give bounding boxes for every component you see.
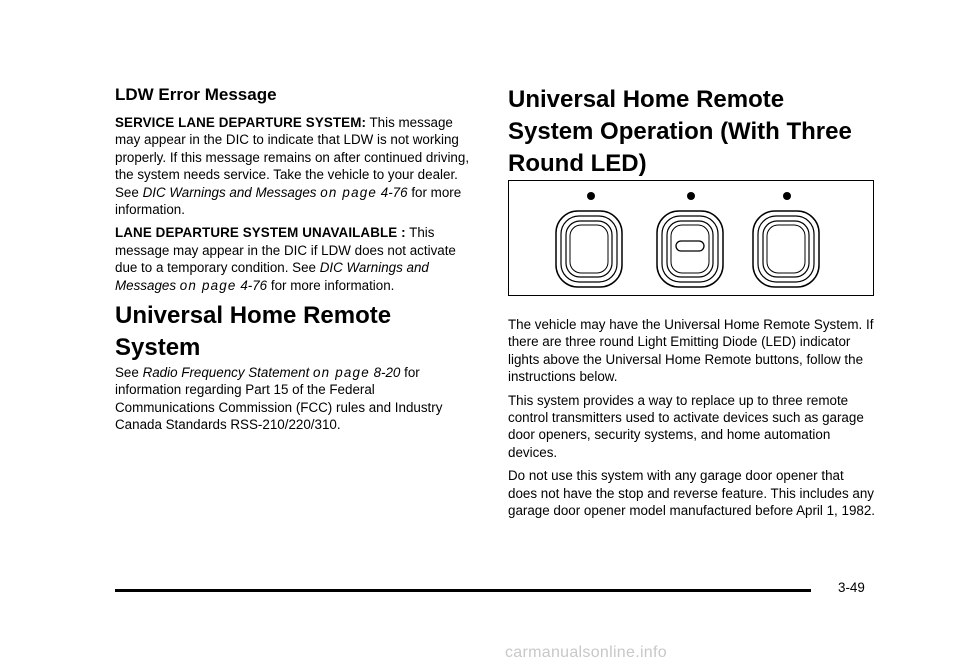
universal-remote-illustration: [509, 181, 875, 297]
led-indicator-1: [587, 192, 595, 200]
ldw-error-heading: LDW Error Message: [115, 85, 277, 104]
dic-warnings-on-page-2: on page: [179, 277, 237, 293]
dic-warnings-link[interactable]: DIC Warnings and Messages: [142, 184, 317, 200]
right-column: [508, 84, 876, 525]
lane-departure-unavailable-text: This message may appear in the DIC if LDW does not activate due to a temporary condition. See: [115, 225, 456, 276]
uhr-intro-paragraph: The vehicle may have the Universal Home Remote System. If there are three round Light Emitting Diode (LED) indicator lights above the Universal Home Remote buttons, follow the instructions below.: [508, 317, 874, 385]
page-number: 3-49: [838, 580, 865, 595]
radio-frequency-page[interactable]: 8-20: [373, 365, 401, 381]
lane-departure-unavailable-tail: for more information.: [270, 277, 395, 293]
service-lane-departure-tail: for more information.: [115, 184, 462, 218]
uhr-purpose-paragraph: This system provides a way to replace up to three remote control transmitters used to activate devices such as garage door openers, security systems, and home automation devices.: [508, 392, 864, 460]
lane-departure-unavailable-paragraph: [115, 224, 477, 294]
button-slot-icon: [676, 241, 704, 251]
lane-departure-unavailable-label: LANE DEPARTURE SYSTEM UNAVAILABLE :: [115, 225, 406, 241]
led-indicator-3: [783, 192, 791, 200]
universal-remote-figure: [508, 180, 874, 296]
universal-home-remote-heading: Universal Home Remote System: [115, 302, 392, 362]
watermark: carmanualsonline.info: [505, 644, 667, 661]
led-indicator-2: [687, 192, 695, 200]
remote-button-3[interactable]: [753, 211, 819, 287]
remote-button-2[interactable]: [657, 211, 723, 287]
uhr-warning-paragraph: Do not use this system with any garage door opener that does not have the stop and reverse feature. This includes any garage door opener model manufactured before April 1, 1982.: [508, 468, 875, 519]
left-column: [115, 84, 477, 440]
service-lane-departure-paragraph: [115, 114, 477, 218]
service-lane-departure-text: This message may appear in the DIC to indicate that LDW is not working properly. If this message remains on after continued driving, the system needs service. Take the vehicle to your dealer. See: [115, 115, 470, 200]
footer-rule: [115, 589, 811, 592]
remote-button-1[interactable]: [556, 211, 622, 287]
service-lane-departure-label: SERVICE LANE DEPARTURE SYSTEM:: [115, 115, 367, 130]
radio-frequency-tail: for information regarding Part 15 of the Federal Communications Commission (FCC) rules and Industry Canada Standards RSS-210/220/310.: [115, 365, 443, 433]
dic-warnings-page-2[interactable]: 4-76: [240, 277, 268, 293]
dic-warnings-link-2[interactable]: DIC Warnings and Messages: [115, 260, 429, 293]
dic-warnings-on-page: on page: [320, 184, 378, 200]
radio-frequency-on-page: on page: [313, 365, 370, 381]
radio-frequency-lead: See: [115, 365, 139, 381]
uhr-operation-heading: Universal Home Remote System Operation (With Three Round LED): [508, 86, 852, 177]
radio-frequency-link[interactable]: Radio Frequency Statement: [142, 365, 310, 381]
radio-frequency-paragraph: [115, 364, 477, 434]
dic-warnings-page[interactable]: 4-76: [380, 184, 408, 200]
